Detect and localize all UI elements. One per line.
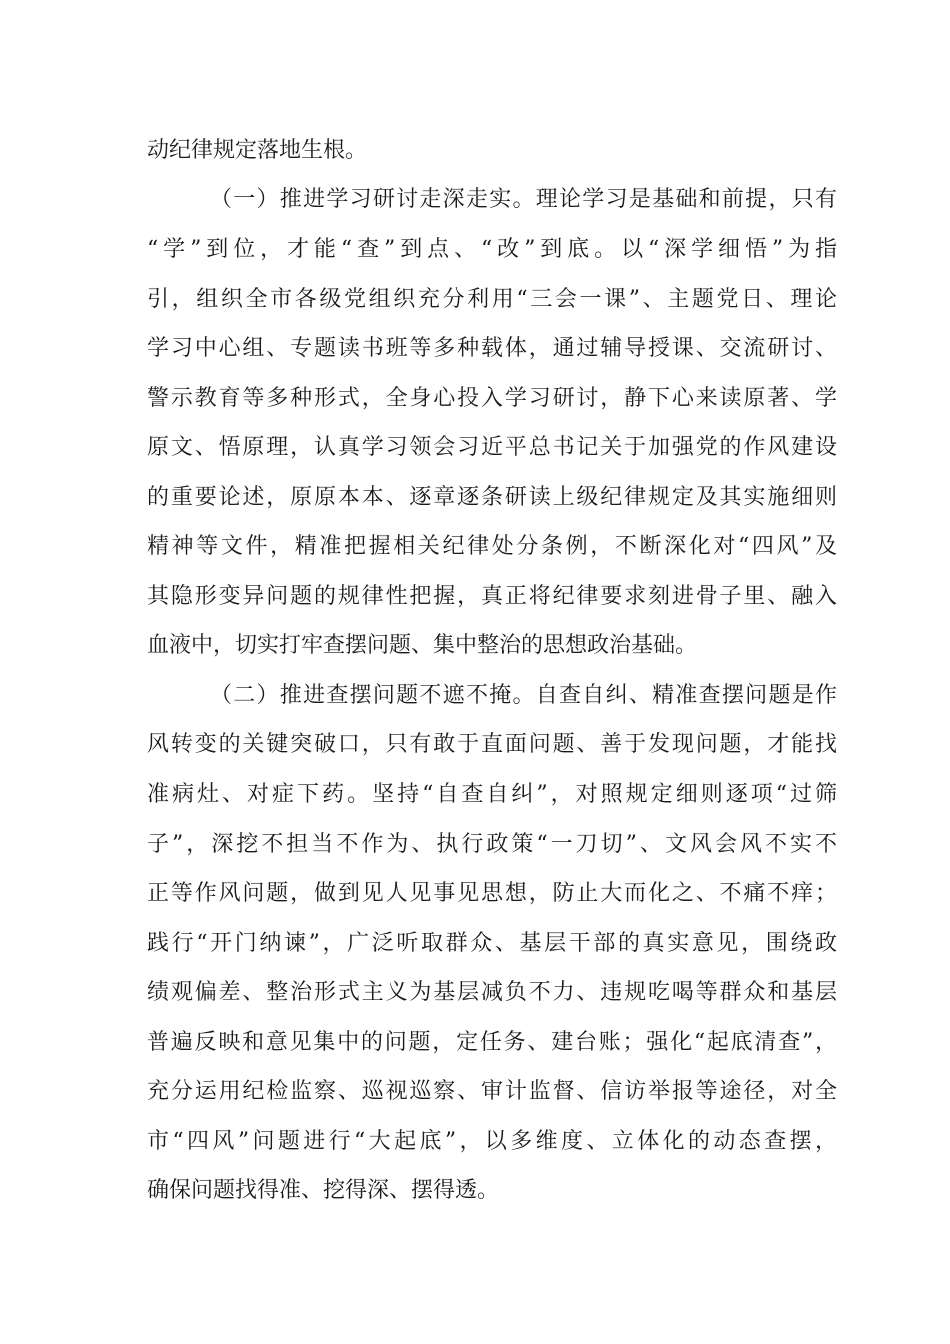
text-line: 学习中心组、专题读书班等多种载体，通过辅导授课、交流研讨、 [147,336,837,361]
text-line: 动纪律规定落地生根。 [147,138,368,163]
text-line: 充分运用纪检监察、巡视巡察、审计监督、信访举报等途径，对全 [147,1079,837,1104]
text-line: 准病灶、对症下药。坚持“自查自纠”，对照规定细则逐项“过筛 [147,782,837,807]
text-line: “学”到位，才能“查”到点、“改”到底。以“深学细悟”为指 [147,237,837,262]
text-line: 绩观偏差、整治形式主义为基层减负不力、违规吃喝等群众和基层 [147,980,837,1005]
text-line: 风转变的关键突破口，只有敢于直面问题、善于发现问题，才能找 [147,732,837,757]
text-line: 确保问题找得准、挖得深、摆得透。 [147,1178,500,1203]
text-line: 其隐形变异问题的规律性把握，真正将纪律要求刻进骨子里、融入 [147,584,837,609]
text-line: 践行“开门纳谏”，广泛听取群众、基层干部的真实意见，围绕政 [147,931,837,956]
text-line: 警示教育等多种形式，全身心投入学习研讨，静下心来读原著、学 [147,386,837,411]
text-line: 引，组织全市各级党组织充分利用“三会一课”、主题党日、理论 [147,287,837,312]
text-line: 原文、悟原理，认真学习领会习近平总书记关于加强党的作风建设 [147,435,837,460]
text-line: 子”，深挖不担当不作为、执行政策“一刀切”、文风会风不实不 [147,832,837,857]
paragraph-heading-line: （二）推进查摆问题不遮不掩。自查自纠、精准查摆问题是作 [210,683,837,708]
text-line: 精神等文件，精准把握相关纪律处分条例，不断深化对“四风”及 [147,534,837,559]
text-line: 正等作风问题，做到见人见事见思想，防止大而化之、不痛不痒； [147,881,837,906]
paragraph-heading-line: （一）推进学习研讨走深走实。理论学习是基础和前提，只有 [210,187,837,212]
text-line: 普遍反映和意见集中的问题，定任务、建台账；强化“起底清查”， [147,1030,837,1055]
text-line: 血液中，切实打牢查摆问题、集中整治的思想政治基础。 [147,633,698,658]
text-line: 市“四风”问题进行“大起底”，以多维度、立体化的动态查摆， [147,1129,837,1154]
text-line: 的重要论述，原原本本、逐章逐条研读上级纪律规定及其实施细则 [147,485,837,510]
